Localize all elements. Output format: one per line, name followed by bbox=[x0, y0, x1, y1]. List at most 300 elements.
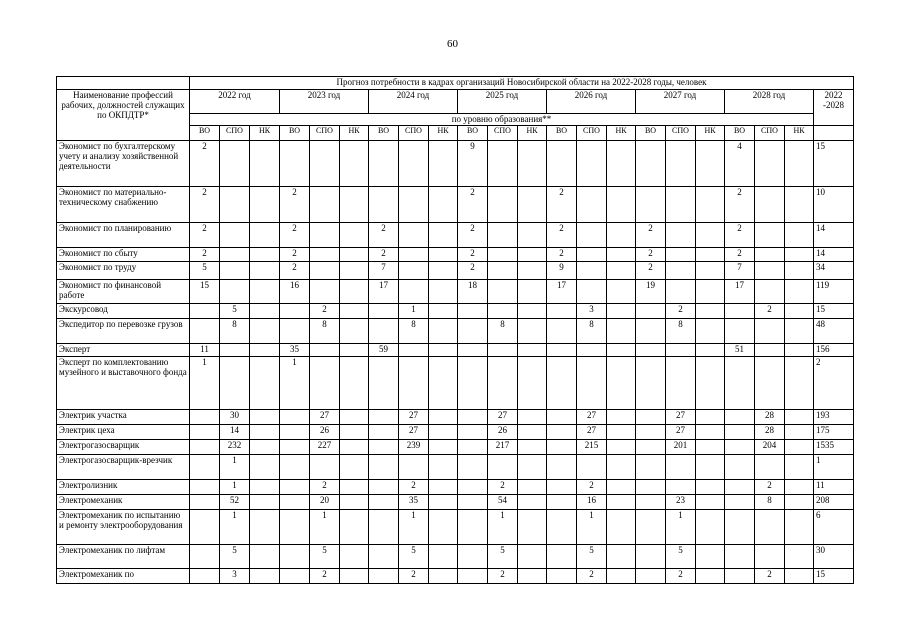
table-cell bbox=[190, 569, 220, 584]
table-cell bbox=[577, 262, 607, 280]
table-cell bbox=[518, 425, 547, 440]
profession-name: Экспедитор по перевозке грузов bbox=[57, 319, 190, 344]
table-cell bbox=[220, 223, 250, 248]
table-cell: 2 bbox=[755, 480, 785, 495]
table-cell: 5 bbox=[666, 545, 696, 569]
table-cell bbox=[190, 545, 220, 569]
table-cell: 52 bbox=[220, 495, 250, 510]
row-total: 11 bbox=[814, 480, 854, 495]
table-cell bbox=[429, 357, 458, 410]
table-cell: 8 bbox=[310, 319, 340, 344]
table-cell bbox=[458, 410, 488, 425]
table-cell bbox=[399, 223, 429, 248]
table-cell: 201 bbox=[666, 440, 696, 455]
table-cell bbox=[220, 187, 250, 223]
table-cell: 5 bbox=[310, 545, 340, 569]
table-cell bbox=[458, 319, 488, 344]
blank-corner-cell bbox=[57, 77, 190, 90]
table-cell bbox=[310, 141, 340, 187]
education-level-header: СПО bbox=[488, 126, 518, 141]
table-cell: 3 bbox=[220, 569, 250, 584]
row-total: 156 bbox=[814, 344, 854, 357]
table-row bbox=[57, 262, 854, 280]
table-cell bbox=[340, 545, 369, 569]
table-cell bbox=[190, 319, 220, 344]
table-cell bbox=[666, 248, 696, 262]
table-row bbox=[57, 410, 854, 425]
table-cell: 2 bbox=[458, 223, 488, 248]
table-cell: 2 bbox=[577, 480, 607, 495]
table-cell bbox=[340, 410, 369, 425]
table-cell bbox=[696, 495, 725, 510]
table-cell bbox=[696, 440, 725, 455]
table-cell bbox=[250, 545, 280, 569]
table-cell bbox=[250, 304, 280, 319]
table-cell bbox=[696, 248, 725, 262]
table-cell bbox=[340, 187, 369, 223]
table-cell bbox=[696, 410, 725, 425]
table-cell: 232 bbox=[220, 440, 250, 455]
table-cell bbox=[220, 248, 250, 262]
education-level-header: СПО bbox=[220, 126, 250, 141]
table-cell bbox=[577, 357, 607, 410]
education-level-header: НК bbox=[607, 126, 636, 141]
table-cell bbox=[725, 545, 755, 569]
table-cell bbox=[518, 545, 547, 569]
year-header: 2028 год bbox=[725, 90, 814, 114]
table-cell bbox=[429, 223, 458, 248]
table-cell bbox=[636, 304, 666, 319]
table-cell bbox=[399, 248, 429, 262]
table-cell bbox=[250, 280, 280, 304]
table-row bbox=[57, 455, 854, 480]
table-cell bbox=[785, 262, 814, 280]
table-cell bbox=[725, 455, 755, 480]
table-cell bbox=[488, 344, 518, 357]
table-cell: 2 bbox=[310, 480, 340, 495]
table-cell bbox=[429, 262, 458, 280]
table-cell: 2 bbox=[547, 248, 577, 262]
table-cell: 2 bbox=[547, 223, 577, 248]
table-cell bbox=[429, 344, 458, 357]
table-cell: 20 bbox=[310, 495, 340, 510]
forecast-title: Прогноз потребности в кадрах организаций Новосибирской области на 2022-2028 годы, человек bbox=[190, 77, 854, 90]
table-cell bbox=[725, 304, 755, 319]
profession-name: Электрогазосварщик-врезчик bbox=[57, 455, 190, 480]
table-cell: 8 bbox=[220, 319, 250, 344]
education-level-header: СПО bbox=[666, 126, 696, 141]
table-cell: 7 bbox=[725, 262, 755, 280]
table-cell: 1 bbox=[666, 510, 696, 545]
table-cell bbox=[458, 440, 488, 455]
table-cell: 2 bbox=[755, 569, 785, 584]
table-cell bbox=[547, 495, 577, 510]
table-cell bbox=[547, 440, 577, 455]
table-cell bbox=[607, 344, 636, 357]
table-cell: 2 bbox=[636, 262, 666, 280]
table-cell bbox=[547, 425, 577, 440]
year-header: 2022 год bbox=[190, 90, 280, 114]
table-cell: 14 bbox=[220, 425, 250, 440]
table-cell bbox=[429, 248, 458, 262]
table-cell: 5 bbox=[190, 262, 220, 280]
education-level-header: ВО bbox=[547, 126, 577, 141]
table-cell bbox=[250, 141, 280, 187]
row-total: 15 bbox=[814, 141, 854, 187]
table-cell bbox=[607, 569, 636, 584]
table-cell bbox=[577, 455, 607, 480]
table-cell bbox=[458, 455, 488, 480]
table-cell: 2 bbox=[280, 248, 310, 262]
table-cell: 28 bbox=[755, 425, 785, 440]
table-cell bbox=[755, 319, 785, 344]
table-cell bbox=[310, 344, 340, 357]
table-cell bbox=[696, 545, 725, 569]
table-cell bbox=[429, 319, 458, 344]
table-cell: 2 bbox=[399, 569, 429, 584]
table-cell bbox=[547, 569, 577, 584]
table-cell: 5 bbox=[220, 545, 250, 569]
table-cell: 8 bbox=[755, 495, 785, 510]
table-cell bbox=[607, 223, 636, 248]
table-cell: 1 bbox=[220, 480, 250, 495]
table-cell bbox=[488, 223, 518, 248]
table-cell bbox=[725, 410, 755, 425]
education-level-header: ВО bbox=[369, 126, 399, 141]
table-cell bbox=[518, 262, 547, 280]
table-cell bbox=[785, 223, 814, 248]
table-cell bbox=[280, 410, 310, 425]
table-cell bbox=[785, 248, 814, 262]
table-cell bbox=[280, 569, 310, 584]
table-cell: 2 bbox=[458, 248, 488, 262]
table-cell bbox=[429, 440, 458, 455]
table-cell bbox=[636, 455, 666, 480]
table-cell bbox=[636, 357, 666, 410]
table-cell bbox=[190, 455, 220, 480]
table-cell: 1 bbox=[220, 510, 250, 545]
table-cell: 2 bbox=[190, 248, 220, 262]
table-cell bbox=[458, 304, 488, 319]
table-cell bbox=[607, 304, 636, 319]
table-cell bbox=[696, 223, 725, 248]
table-cell: 35 bbox=[399, 495, 429, 510]
table-cell bbox=[755, 141, 785, 187]
profession-name: Эксперт по комплектованию музейного и выставочного фонда bbox=[57, 357, 190, 410]
education-level-header: НК bbox=[340, 126, 369, 141]
table-cell: 17 bbox=[369, 280, 399, 304]
table-cell bbox=[220, 280, 250, 304]
table-cell bbox=[250, 262, 280, 280]
table-cell bbox=[636, 510, 666, 545]
table-cell bbox=[458, 495, 488, 510]
table-cell bbox=[369, 357, 399, 410]
table-cell: 227 bbox=[310, 440, 340, 455]
table-cell bbox=[785, 440, 814, 455]
table-cell: 2 bbox=[458, 262, 488, 280]
table-cell bbox=[785, 357, 814, 410]
table-cell bbox=[340, 262, 369, 280]
table-row bbox=[57, 187, 854, 223]
table-cell bbox=[607, 187, 636, 223]
table-cell: 11 bbox=[190, 344, 220, 357]
table-cell: 2 bbox=[488, 480, 518, 495]
table-cell bbox=[755, 344, 785, 357]
table-cell bbox=[577, 141, 607, 187]
table-cell: 27 bbox=[488, 410, 518, 425]
table-cell bbox=[755, 187, 785, 223]
table-cell bbox=[785, 495, 814, 510]
table-cell bbox=[785, 304, 814, 319]
table-cell bbox=[518, 510, 547, 545]
table-cell bbox=[429, 569, 458, 584]
table-cell bbox=[488, 248, 518, 262]
table-cell bbox=[220, 357, 250, 410]
table-cell: 8 bbox=[488, 319, 518, 344]
table-cell bbox=[785, 425, 814, 440]
table-cell bbox=[785, 187, 814, 223]
table-cell: 5 bbox=[488, 545, 518, 569]
table-cell bbox=[429, 545, 458, 569]
table-cell bbox=[340, 319, 369, 344]
profession-name-header: Наименование профессий рабочих, должностей служащих по ОКПДТР* bbox=[57, 90, 190, 141]
table-row bbox=[57, 510, 854, 545]
table-cell: 16 bbox=[280, 280, 310, 304]
profession-name: Экономист по сбыту bbox=[57, 248, 190, 262]
table-cell bbox=[725, 357, 755, 410]
profession-name: Экономист по планированию bbox=[57, 223, 190, 248]
table-cell bbox=[636, 141, 666, 187]
header-row-years bbox=[57, 90, 854, 114]
table-cell: 5 bbox=[577, 545, 607, 569]
table-cell bbox=[250, 495, 280, 510]
table-cell bbox=[340, 455, 369, 480]
table-cell bbox=[369, 455, 399, 480]
table-cell bbox=[518, 141, 547, 187]
table-cell bbox=[190, 510, 220, 545]
table-cell bbox=[607, 357, 636, 410]
table-cell bbox=[666, 455, 696, 480]
table-row bbox=[57, 440, 854, 455]
table-cell: 2 bbox=[369, 223, 399, 248]
table-cell: 9 bbox=[458, 141, 488, 187]
table-cell bbox=[696, 262, 725, 280]
table-cell bbox=[340, 357, 369, 410]
table-cell: 27 bbox=[666, 425, 696, 440]
table-cell bbox=[369, 495, 399, 510]
table-cell bbox=[340, 280, 369, 304]
education-level-title: по уровню образования** bbox=[190, 114, 814, 126]
table-cell: 5 bbox=[220, 304, 250, 319]
table-cell bbox=[755, 262, 785, 280]
table-cell: 239 bbox=[399, 440, 429, 455]
table-cell bbox=[250, 410, 280, 425]
profession-name: Электромеханик по bbox=[57, 569, 190, 584]
education-level-header: ВО bbox=[458, 126, 488, 141]
table-cell bbox=[547, 480, 577, 495]
table-cell bbox=[488, 357, 518, 410]
table-cell bbox=[518, 280, 547, 304]
education-level-header: НК bbox=[785, 126, 814, 141]
education-level-header: ВО bbox=[636, 126, 666, 141]
table-cell bbox=[310, 455, 340, 480]
table-cell bbox=[696, 344, 725, 357]
table-cell bbox=[340, 344, 369, 357]
table-cell bbox=[488, 280, 518, 304]
table-cell: 2 bbox=[190, 187, 220, 223]
table-cell bbox=[340, 510, 369, 545]
row-total: 14 bbox=[814, 248, 854, 262]
table-cell bbox=[250, 510, 280, 545]
table-cell bbox=[429, 480, 458, 495]
year-header: 2023 год bbox=[280, 90, 369, 114]
table-cell bbox=[369, 480, 399, 495]
table-cell: 16 bbox=[577, 495, 607, 510]
table-cell bbox=[518, 569, 547, 584]
table-cell bbox=[636, 545, 666, 569]
table-cell bbox=[280, 455, 310, 480]
table-cell: 27 bbox=[666, 410, 696, 425]
table-cell: 2 bbox=[280, 187, 310, 223]
table-cell: 8 bbox=[666, 319, 696, 344]
table-cell bbox=[607, 545, 636, 569]
table-cell: 1 bbox=[310, 510, 340, 545]
table-cell: 2 bbox=[755, 304, 785, 319]
table-cell bbox=[518, 495, 547, 510]
table-cell bbox=[785, 480, 814, 495]
table-cell bbox=[190, 440, 220, 455]
table-cell bbox=[250, 248, 280, 262]
table-cell: 2 bbox=[547, 187, 577, 223]
table-cell bbox=[280, 510, 310, 545]
table-cell bbox=[488, 304, 518, 319]
profession-name: Экономист по труду bbox=[57, 262, 190, 280]
table-cell bbox=[190, 410, 220, 425]
table-cell: 19 bbox=[636, 280, 666, 304]
table-cell bbox=[785, 510, 814, 545]
table-row bbox=[57, 425, 854, 440]
profession-name: Электрик участка bbox=[57, 410, 190, 425]
table-cell: 2 bbox=[280, 262, 310, 280]
table-cell bbox=[488, 187, 518, 223]
table-cell bbox=[250, 357, 280, 410]
education-level-header: ВО bbox=[280, 126, 310, 141]
row-total: 6 bbox=[814, 510, 854, 545]
table-cell bbox=[340, 440, 369, 455]
table-cell: 17 bbox=[725, 280, 755, 304]
table-cell bbox=[280, 495, 310, 510]
table-cell: 2 bbox=[725, 223, 755, 248]
table-cell: 27 bbox=[577, 425, 607, 440]
table-cell bbox=[340, 223, 369, 248]
row-total: 30 bbox=[814, 545, 854, 569]
education-level-header: НК bbox=[696, 126, 725, 141]
row-total: 119 bbox=[814, 280, 854, 304]
table-cell bbox=[458, 425, 488, 440]
table-cell: 215 bbox=[577, 440, 607, 455]
table-cell bbox=[250, 319, 280, 344]
table-cell bbox=[190, 480, 220, 495]
table-cell bbox=[250, 425, 280, 440]
table-cell: 5 bbox=[399, 545, 429, 569]
table-cell bbox=[429, 304, 458, 319]
table-cell bbox=[547, 455, 577, 480]
table-row bbox=[57, 280, 854, 304]
education-level-header: НК bbox=[518, 126, 547, 141]
table-cell bbox=[429, 280, 458, 304]
table-cell: 28 bbox=[755, 410, 785, 425]
table-cell bbox=[577, 344, 607, 357]
table-cell: 2 bbox=[577, 569, 607, 584]
table-cell bbox=[518, 455, 547, 480]
table-cell: 2 bbox=[310, 569, 340, 584]
table-cell: 27 bbox=[399, 410, 429, 425]
year-header: 2025 год bbox=[458, 90, 547, 114]
table-cell bbox=[607, 455, 636, 480]
table-cell: 1 bbox=[220, 455, 250, 480]
table-cell bbox=[369, 141, 399, 187]
table-cell: 15 bbox=[190, 280, 220, 304]
table-cell bbox=[250, 455, 280, 480]
table-cell bbox=[785, 545, 814, 569]
table-row bbox=[57, 141, 854, 187]
table-cell bbox=[250, 344, 280, 357]
table-cell bbox=[220, 262, 250, 280]
table-cell: 2 bbox=[725, 187, 755, 223]
table-cell bbox=[220, 141, 250, 187]
table-cell bbox=[785, 319, 814, 344]
table-cell bbox=[696, 187, 725, 223]
table-cell: 27 bbox=[399, 425, 429, 440]
profession-name: Электрик цеха bbox=[57, 425, 190, 440]
education-level-header: СПО bbox=[755, 126, 785, 141]
table-cell bbox=[429, 141, 458, 187]
table-cell bbox=[518, 344, 547, 357]
table-cell bbox=[340, 304, 369, 319]
total-header: 2022 -2028 bbox=[814, 90, 854, 126]
table-cell bbox=[429, 495, 458, 510]
table-cell bbox=[696, 280, 725, 304]
table-cell: 59 bbox=[369, 344, 399, 357]
row-total: 193 bbox=[814, 410, 854, 425]
table-cell bbox=[280, 425, 310, 440]
row-total: 10 bbox=[814, 187, 854, 223]
row-total: 1535 bbox=[814, 440, 854, 455]
profession-name: Эксперт bbox=[57, 344, 190, 357]
table-cell bbox=[636, 480, 666, 495]
table-cell bbox=[369, 545, 399, 569]
table-cell: 2 bbox=[458, 187, 488, 223]
table-cell bbox=[458, 480, 488, 495]
table-cell bbox=[725, 440, 755, 455]
table-cell bbox=[429, 425, 458, 440]
table-cell bbox=[488, 262, 518, 280]
table-cell bbox=[190, 304, 220, 319]
table-cell bbox=[429, 455, 458, 480]
education-level-header: ВО bbox=[725, 126, 755, 141]
table-cell bbox=[785, 569, 814, 584]
year-header: 2026 год bbox=[547, 90, 636, 114]
table-cell: 23 bbox=[666, 495, 696, 510]
table-cell bbox=[458, 344, 488, 357]
table-cell bbox=[725, 569, 755, 584]
table-cell bbox=[666, 280, 696, 304]
table-cell bbox=[755, 248, 785, 262]
table-cell bbox=[250, 187, 280, 223]
table-cell: 1 bbox=[399, 510, 429, 545]
year-header: 2024 год bbox=[369, 90, 458, 114]
row-total: 15 bbox=[814, 304, 854, 319]
